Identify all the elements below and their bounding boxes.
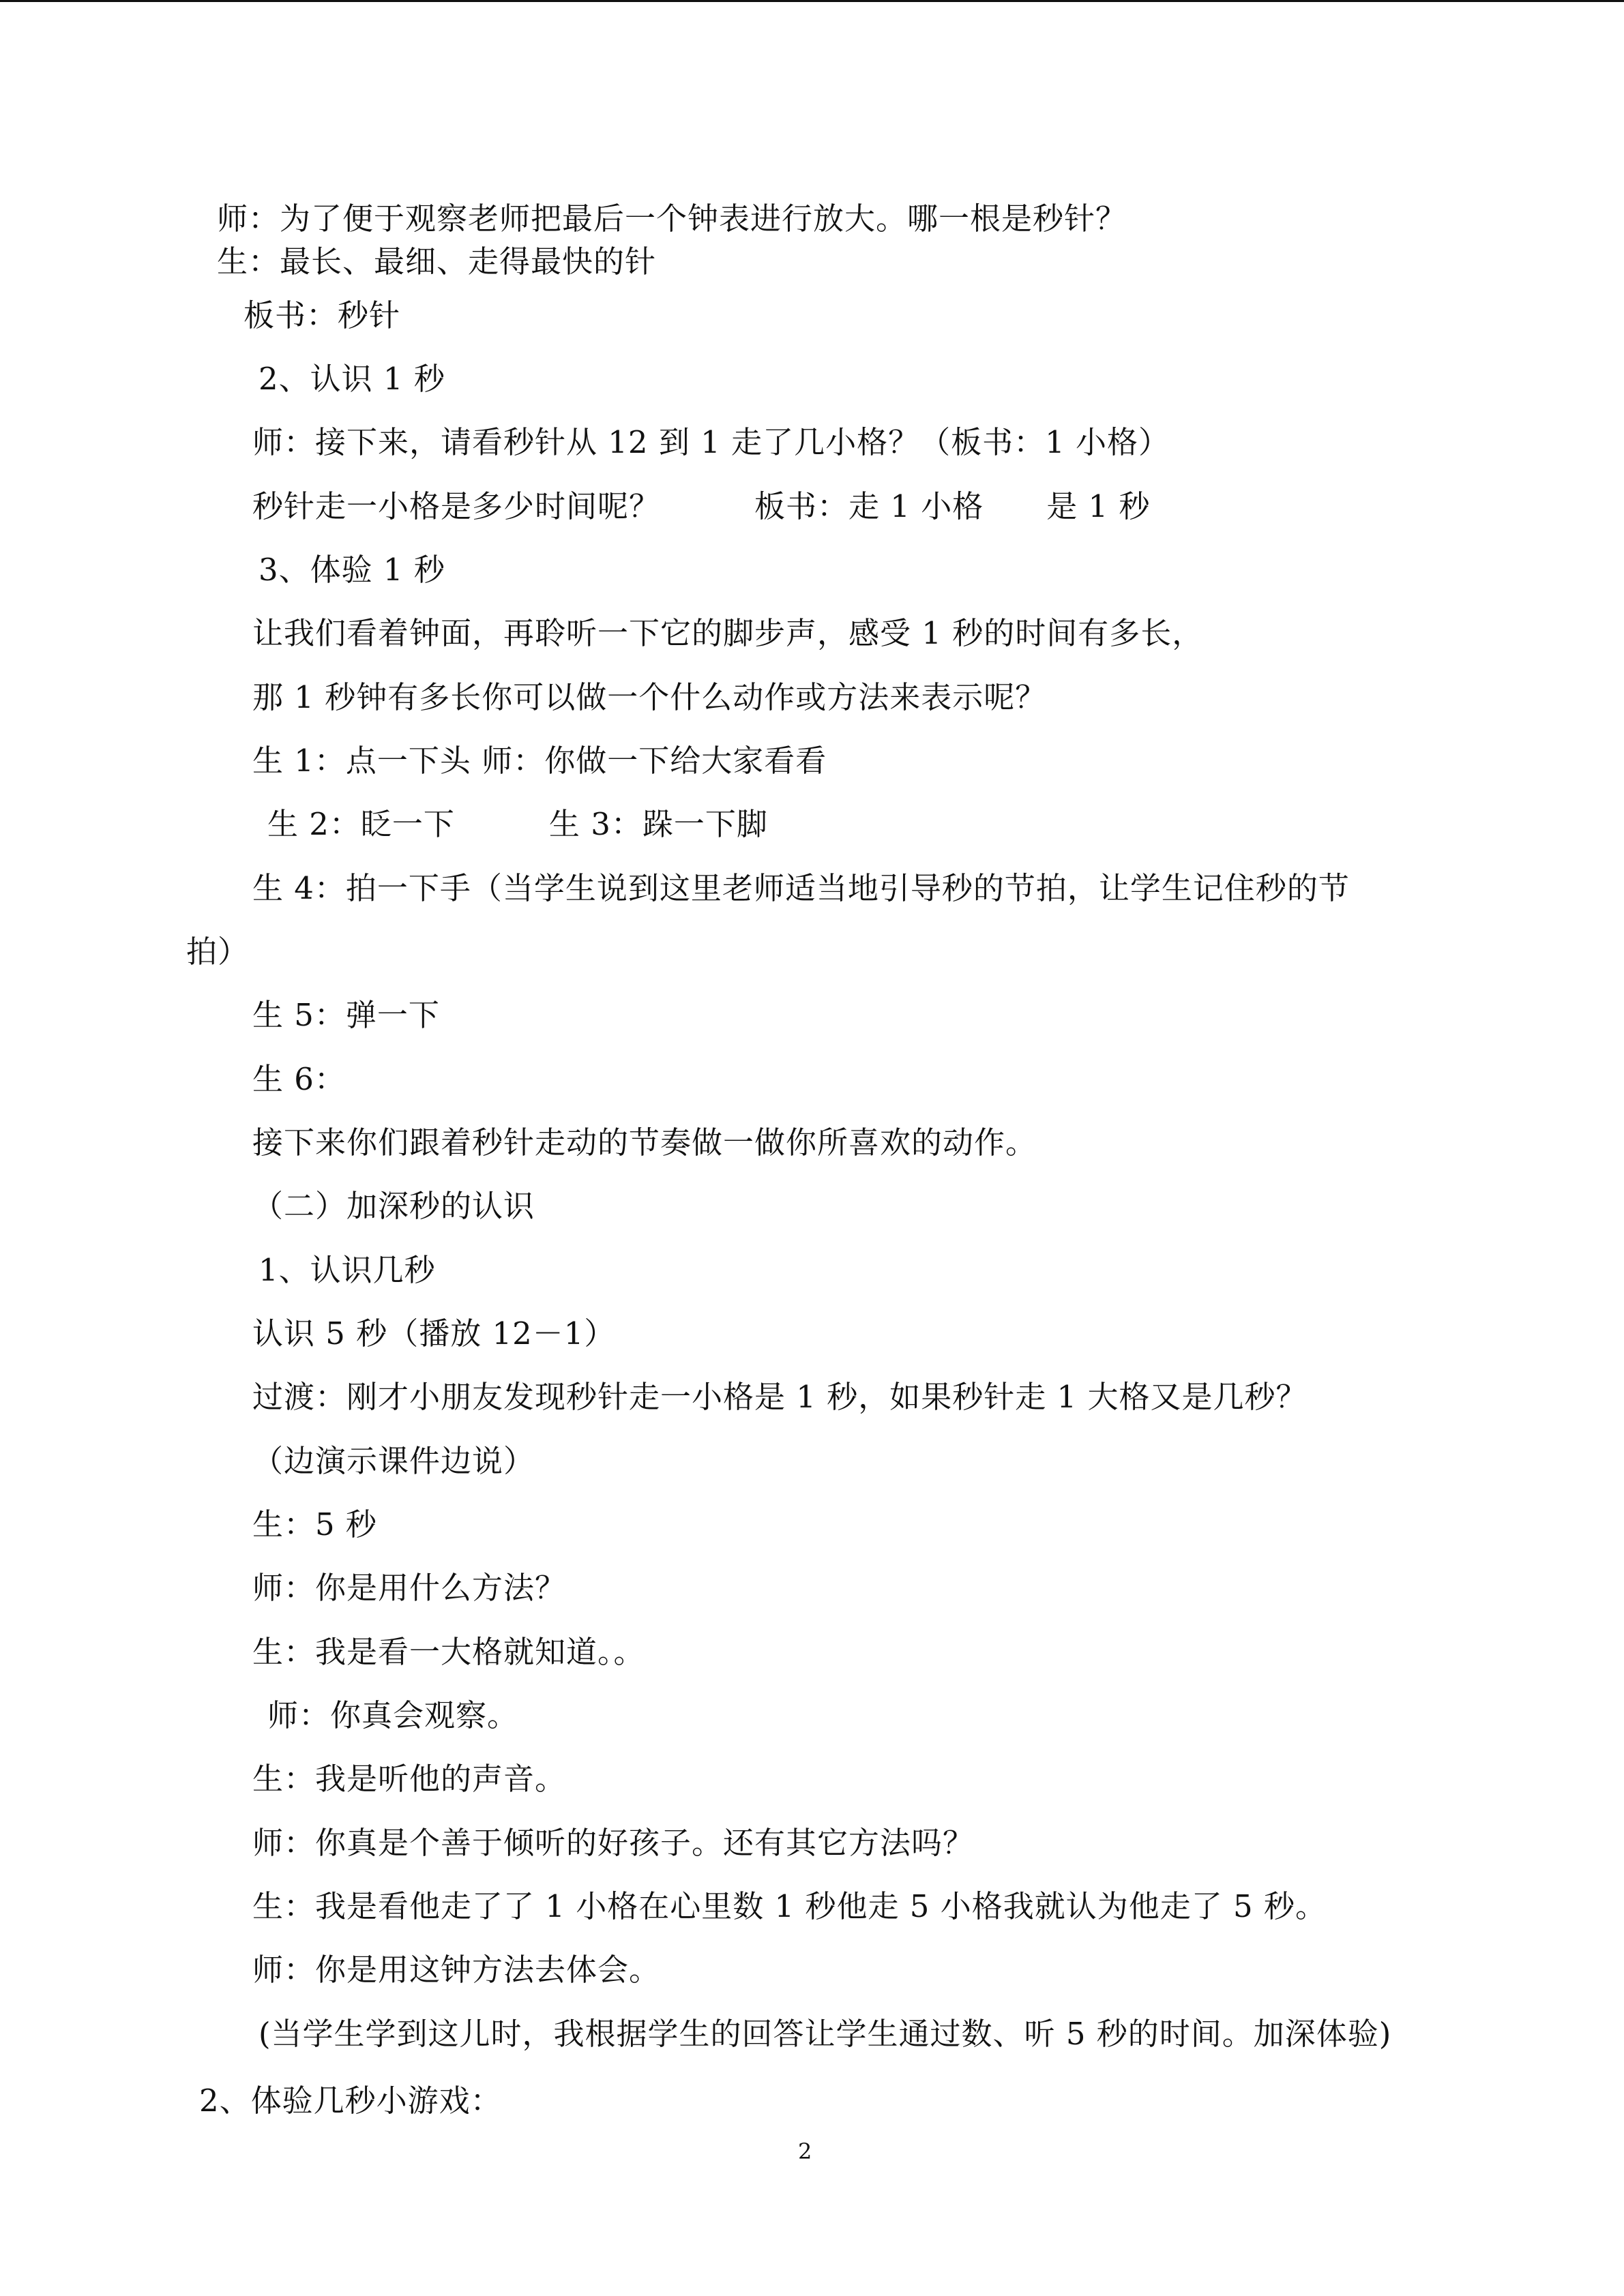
text-line: (当学生学到这儿时，我根据学生的回答让学生通过数、听 5 秒的时间。加深体验): [259, 2016, 1392, 2052]
text-line: 拍）: [186, 934, 250, 970]
text-line: 师：你真会观察。: [267, 1697, 519, 1733]
text-line: 生：我是听他的声音。: [252, 1761, 567, 1797]
text-line: 生 1：点一下头 师：你做一下给大家看看: [252, 743, 827, 779]
text-line: 3、体验 1 秒: [259, 552, 445, 588]
text-line: 1、认识几秒: [259, 1252, 436, 1288]
text-line: 那 1 秒钟有多长你可以做一个什么动作或方法来表示呢？: [252, 679, 1047, 715]
text-line: 生：我是看一大格就知道。。: [252, 1634, 645, 1670]
text-line: 生 5：弹一下: [252, 997, 440, 1033]
page-number: 2: [798, 2138, 812, 2164]
text-line: 秒针走一小格是多少时间呢？ 板书：走 1 小格 是 1 秒: [252, 488, 1151, 524]
text-line: 生 4：拍一下手（当学生说到这里老师适当地引导秒的节拍，让学生记住秒的节: [252, 870, 1350, 906]
text-line: 认识 5 秒（播放 12－1）: [252, 1315, 616, 1352]
text-line: 生：最长、最细、走得最快的针: [217, 243, 657, 280]
text-line: 生 2：眨一下 生 3：跺一下脚: [267, 806, 768, 842]
text-line: 生：5 秒: [252, 1506, 377, 1542]
text-line: （二）加深秒的认识: [252, 1188, 535, 1224]
text-line: 接下来你们跟着秒针走动的节奏做一做你所喜欢的动作。: [252, 1124, 1037, 1161]
text-line: 师：接下来，请看秒针从 12 到 1 走了几小格？（板书：1 小格）: [252, 424, 1170, 460]
text-line: 生：我是看他走了了 1 小格在心里数 1 秒他走 5 小格我就认为他走了 5 秒。: [252, 1888, 1327, 1924]
text-line: 师：你是用什么方法？: [252, 1570, 567, 1606]
text-line: 生 6：: [252, 1061, 346, 1097]
text-line: 2、认识 1 秒: [259, 361, 445, 397]
text-line: 板书：秒针: [243, 297, 401, 333]
text-line: （边演示课件边说）: [252, 1443, 535, 1479]
text-line: 过渡：刚才小朋友发现秒针走一小格是 1 秒，如果秒针走 1 大格又是几秒？: [252, 1379, 1308, 1415]
text-line: 师：你真是个善于倾听的好孩子。还有其它方法吗？: [252, 1825, 975, 1861]
text-line: 让我们看着钟面，再聆听一下它的脚步声，感受 1 秒的时间有多长，: [252, 615, 1204, 651]
text-line: 2、体验几秒小游戏：: [199, 2083, 502, 2119]
text-line: 师：为了便于观察老师把最后一个钟表进行放大。哪一根是秒针？: [217, 200, 1127, 237]
text-line: 师：你是用这钟方法去体会。: [252, 1952, 661, 1988]
